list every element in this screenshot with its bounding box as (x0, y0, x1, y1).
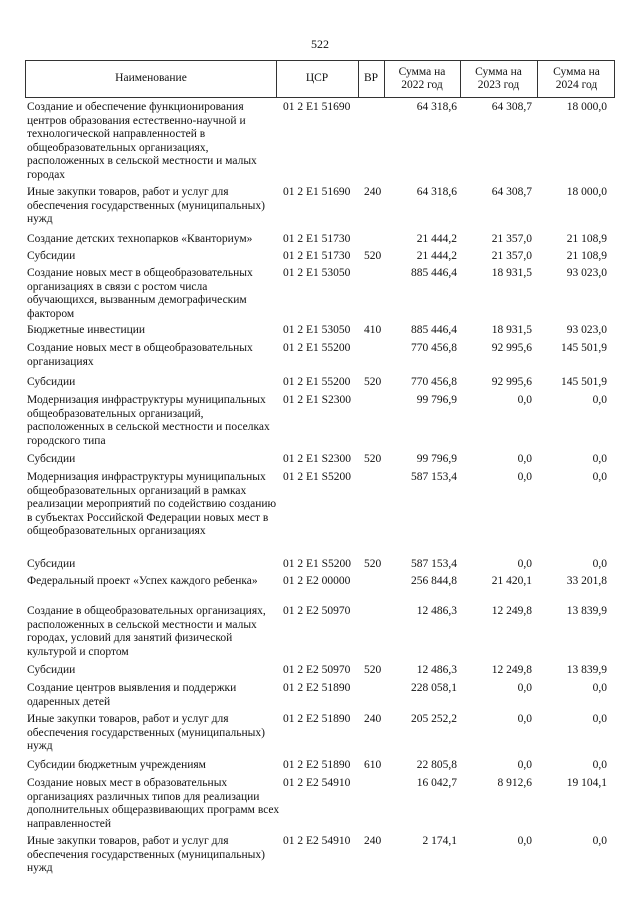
row-csr: 01 2 E2 00000 (283, 575, 351, 587)
row-csr: 01 2 E2 51890 (283, 713, 351, 725)
row-vr: 520 (364, 664, 382, 676)
row-value-2022: 21 444,2 (416, 233, 457, 245)
row-vr: 520 (364, 558, 382, 570)
header-vr: ВР (363, 72, 379, 85)
row-name: Субсидии (27, 250, 76, 262)
row-csr: 01 2 E1 51690 (283, 101, 351, 113)
row-value-2022: 885 446,4 (411, 324, 457, 336)
row-value-2022: 205 252,2 (411, 713, 457, 725)
table-header (25, 60, 615, 98)
row-name: Создание детских технопарков «Кванториум» (27, 233, 253, 245)
row-name: Создание и обеспечение функционирования центров образования естественно-научной и технологической направленностей в общеобразовательных организациях, расположенных в сельской местности и малых городах (27, 101, 257, 181)
row-value-2024: 0,0 (592, 759, 607, 771)
row-csr: 01 2 E2 54910 (283, 777, 351, 789)
row-vr: 520 (364, 376, 382, 388)
header-2023: Сумма на 2023 год (475, 65, 522, 91)
row-value-2023: 0,0 (517, 558, 532, 570)
row-value-2022: 21 444,2 (416, 250, 457, 262)
row-name: Модернизация инфраструктуры муниципальных общеобразовательных организаций, расположенных в сельской местности и поселках городского типа (27, 394, 270, 447)
row-value-2022: 16 042,7 (416, 777, 457, 789)
row-value-2022: 256 844,8 (411, 575, 457, 587)
row-name: Модернизация инфраструктуры муниципальных общеобразовательных организаций в рамках реализации мероприятий по содействию созданию в субъектах Российской Федерации новых мест в общеобразовательных организациях (27, 471, 277, 537)
row-value-2023: 18 931,5 (491, 267, 532, 279)
row-csr: 01 2 E1 S5200 (283, 558, 352, 570)
row-vr: 610 (364, 759, 382, 771)
row-name: Создание в общеобразовательных организациях, расположенных в сельской местности и малых городах, условий для занятий физической культурой и спортом (27, 605, 266, 658)
row-name: Создание новых мест в общеобразовательных организациях (27, 342, 253, 368)
row-csr: 01 2 E1 S2300 (283, 394, 352, 406)
row-vr: 520 (364, 453, 382, 465)
row-csr: 01 2 E2 51890 (283, 682, 351, 694)
row-value-2023: 0,0 (517, 394, 532, 406)
row-value-2022: 2 174,1 (422, 835, 457, 847)
row-value-2023: 0,0 (517, 471, 532, 483)
header-2024: Сумма на 2024 год (553, 65, 600, 91)
row-name: Субсидии (27, 664, 76, 676)
row-name: Создание новых мест в общеобразовательных организациях в связи с ростом числа обучающихся, вызванным демографическим фактором (27, 267, 253, 320)
row-value-2022: 228 058,1 (411, 682, 457, 694)
row-value-2024: 13 839,9 (566, 664, 607, 676)
row-value-2024: 19 104,1 (566, 777, 607, 789)
row-csr: 01 2 E1 51690 (283, 186, 351, 198)
row-value-2023: 92 995,6 (491, 342, 532, 354)
row-name: Иные закупки товаров, работ и услуг для обеспечения государственных (муниципальных) нужд (27, 713, 265, 752)
row-vr: 240 (364, 835, 382, 847)
row-value-2022: 885 446,4 (411, 267, 457, 279)
row-value-2024: 93 023,0 (566, 267, 607, 279)
row-csr: 01 2 E1 55200 (283, 376, 351, 388)
row-value-2024: 21 108,9 (566, 250, 607, 262)
row-value-2023: 21 357,0 (491, 233, 532, 245)
row-name: Иные закупки товаров, работ и услуг для обеспечения государственных (муниципальных) нужд (27, 186, 265, 225)
header-name: Наименование (115, 72, 187, 85)
row-vr: 410 (364, 324, 382, 336)
row-value-2022: 770 456,8 (411, 376, 457, 388)
row-value-2022: 12 486,3 (416, 605, 457, 617)
row-value-2023: 12 249,8 (491, 605, 532, 617)
row-csr: 01 2 E1 51730 (283, 233, 351, 245)
row-csr: 01 2 E2 54910 (283, 835, 351, 847)
row-csr: 01 2 E1 S2300 (283, 453, 352, 465)
row-value-2022: 99 796,9 (416, 394, 457, 406)
row-csr: 01 2 E1 51730 (283, 250, 351, 262)
row-value-2024: 33 201,8 (566, 575, 607, 587)
row-csr: 01 2 E1 53050 (283, 324, 351, 336)
row-value-2024: 0,0 (592, 558, 607, 570)
row-value-2023: 0,0 (517, 453, 532, 465)
row-value-2022: 64 318,6 (416, 186, 457, 198)
row-value-2024: 13 839,9 (566, 605, 607, 617)
row-value-2024: 21 108,9 (566, 233, 607, 245)
row-name: Субсидии бюджетным учреждениям (27, 759, 206, 771)
row-value-2023: 0,0 (517, 835, 532, 847)
row-value-2022: 587 153,4 (411, 471, 457, 483)
row-name: Федеральный проект «Успех каждого ребенка» (27, 575, 258, 587)
row-name: Иные закупки товаров, работ и услуг для обеспечения государственных (муниципальных) нужд (27, 835, 265, 874)
row-value-2023: 21 420,1 (491, 575, 532, 587)
row-value-2024: 0,0 (592, 453, 607, 465)
row-value-2023: 92 995,6 (491, 376, 532, 388)
row-value-2023: 0,0 (517, 759, 532, 771)
row-name: Субсидии (27, 558, 76, 570)
row-csr: 01 2 E1 55200 (283, 342, 351, 354)
row-name: Создание центров выявления и поддержки одаренных детей (27, 682, 237, 708)
row-value-2024: 93 023,0 (566, 324, 607, 336)
row-value-2022: 64 318,6 (416, 101, 457, 113)
row-csr: 01 2 E1 53050 (283, 267, 351, 279)
row-name: Субсидии (27, 376, 76, 388)
row-value-2023: 18 931,5 (491, 324, 532, 336)
row-value-2024: 0,0 (592, 713, 607, 725)
row-name: Создание новых мест в образовательных организациях различных типов для реализации дополнительных общеразвивающих программ всех направленностей (27, 777, 280, 830)
row-vr: 520 (364, 250, 382, 262)
row-value-2024: 145 501,9 (561, 376, 607, 388)
row-name: Бюджетные инвестиции (27, 324, 146, 336)
row-value-2024: 0,0 (592, 835, 607, 847)
row-value-2024: 0,0 (592, 471, 607, 483)
row-csr: 01 2 E2 50970 (283, 605, 351, 617)
row-value-2022: 99 796,9 (416, 453, 457, 465)
row-csr: 01 2 E2 50970 (283, 664, 351, 676)
row-value-2022: 12 486,3 (416, 664, 457, 676)
header-csr: ЦСР (305, 72, 329, 85)
row-value-2023: 21 357,0 (491, 250, 532, 262)
row-value-2024: 0,0 (592, 682, 607, 694)
row-value-2023: 64 308,7 (491, 101, 532, 113)
row-value-2024: 0,0 (592, 394, 607, 406)
header-2022: Сумма на 2022 год (398, 65, 446, 91)
row-value-2023: 0,0 (517, 682, 532, 694)
row-value-2024: 18 000,0 (566, 101, 607, 113)
row-value-2024: 18 000,0 (566, 186, 607, 198)
row-value-2023: 64 308,7 (491, 186, 532, 198)
row-csr: 01 2 E2 51890 (283, 759, 351, 771)
row-value-2023: 8 912,6 (497, 777, 532, 789)
page-number: 522 (311, 37, 329, 51)
row-vr: 240 (364, 186, 382, 198)
row-value-2022: 22 805,8 (416, 759, 457, 771)
row-value-2023: 0,0 (517, 713, 532, 725)
row-name: Субсидии (27, 453, 76, 465)
row-vr: 240 (364, 713, 382, 725)
row-csr: 01 2 E1 S5200 (283, 471, 352, 483)
row-value-2023: 12 249,8 (491, 664, 532, 676)
row-value-2024: 145 501,9 (561, 342, 607, 354)
row-value-2022: 587 153,4 (411, 558, 457, 570)
row-value-2022: 770 456,8 (411, 342, 457, 354)
